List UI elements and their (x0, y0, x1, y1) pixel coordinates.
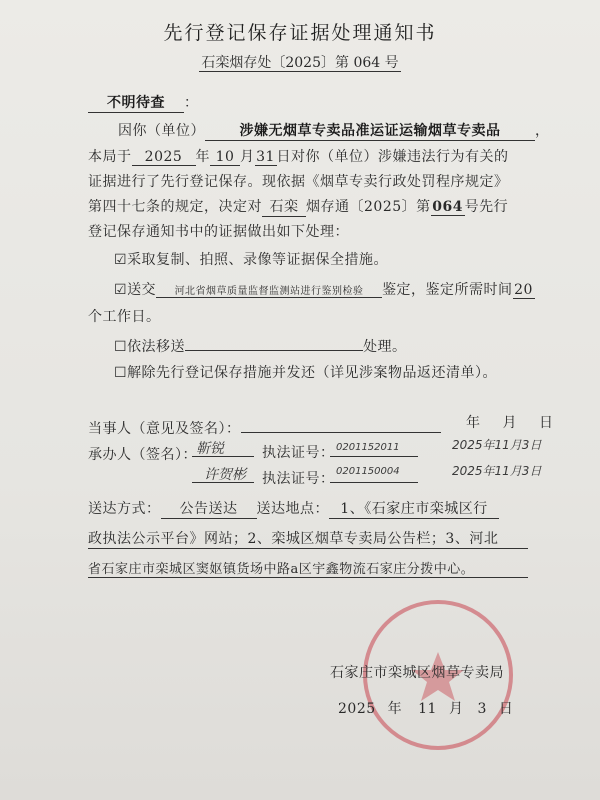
checkbox-checked-icon: ☑ (114, 252, 128, 268)
issue-date (338, 698, 513, 718)
option-2 (114, 279, 535, 299)
handler-date-1: 2025年11月3日 (452, 438, 542, 452)
body-text: 烟存通〔2025〕第 (306, 199, 431, 215)
date-day: 31 (256, 149, 275, 165)
body-text: 号先行 (464, 199, 509, 215)
document-number (0, 52, 600, 72)
handler-signature-1-underline (192, 456, 254, 457)
party-signature-blank (241, 432, 441, 433)
option-2-continued: 个工作日。 (88, 309, 161, 325)
date-month: 10 (210, 149, 240, 166)
option-1 (114, 249, 388, 269)
body-line-3: 证据进行了先行登记保存。现依据《烟草专卖行政处罚程序规定》 (88, 174, 509, 190)
delivery-place-label: 送达地点： (256, 501, 329, 517)
date-label: 年 (466, 415, 481, 431)
cert-number-1-underline (330, 456, 418, 457)
body-text: 第四十七条的规定，决定对 (88, 199, 262, 215)
delivery-place-2: 政执法公示平台》网站；2、栾城区烟草专卖局公告栏；3、河北 (88, 528, 528, 549)
delivery-line-1 (88, 498, 499, 519)
inspection-agency: 河北省烟草质量监督监测站进行鉴别检验 (156, 282, 382, 298)
checkbox-unchecked-icon: ☐ (114, 339, 128, 355)
issue-day: 3 (477, 701, 487, 717)
date-label: 年 (387, 701, 403, 717)
delivery-method-label: 送达方式： (88, 501, 161, 517)
document-title: 先行登记保存证据处理通知书 (163, 22, 437, 44)
body-text: 年 (195, 149, 210, 165)
cert-number-1: 0201152011 (336, 442, 400, 453)
body-line-4 (88, 196, 508, 217)
option-4-text: 解除先行登记保存措施并发还（详见涉案物品返还清单）。 (127, 365, 498, 381)
handler-date-2: 2025年11月3日 (452, 464, 542, 478)
delivery-place-1: 1、《石家庄市栾城区行 (329, 498, 499, 519)
issue-month: 11 (418, 701, 437, 717)
recipient-name: 不明待查 (88, 92, 184, 113)
handler-signature-1: 靳锐 (196, 441, 224, 457)
body-line-5: 登记保存通知书中的证据做出如下处理： (88, 224, 349, 240)
body-text: 月 (240, 149, 255, 165)
issuer-name: 石家庄市栾城区烟草专卖局 (330, 665, 504, 681)
body-line-1 (118, 120, 550, 141)
body-comma: ， (535, 123, 550, 139)
recipient-colon: ： (184, 95, 199, 111)
violation-text: 涉嫌无烟草专卖品准运证运输烟草专卖品 (205, 120, 535, 141)
option-1-text: 采取复制、拍照、录像等证据保全措施。 (127, 252, 389, 268)
party-date (466, 412, 554, 432)
option-2-text: 鉴定，鉴定所需时间 (382, 282, 513, 298)
recipient-line (88, 92, 199, 113)
delivery-method: 公告送达 (161, 498, 257, 519)
date-label: 日 (539, 415, 554, 431)
option-3 (114, 336, 407, 356)
checkbox-unchecked-icon: ☐ (114, 365, 128, 381)
cert-number-2-underline (330, 482, 418, 483)
option-4 (114, 362, 497, 382)
cert-label-1: 执法证号： (262, 445, 335, 461)
option-3-text: 处理。 (363, 339, 407, 355)
date-year: 2025 (132, 149, 196, 166)
transfer-blank (185, 350, 363, 351)
handler-signature-2: 许贺彬 (204, 467, 246, 483)
appraisal-days: 20 (514, 282, 533, 298)
option-2-text: 送交 (127, 282, 157, 298)
cert-label-2: 执法证号： (262, 471, 335, 487)
body-prefix: 因你（单位） (118, 123, 205, 139)
date-label: 月 (448, 701, 464, 717)
issue-year: 2025 (338, 701, 376, 717)
cert-number-2: 0201150004 (336, 466, 400, 477)
option-3-text: 依法移送 (127, 339, 186, 355)
date-label: 月 (502, 415, 517, 431)
delivery-line-2 (88, 528, 528, 549)
handler-label: 承办人（签名）： (88, 447, 197, 463)
party-label: 当事人（意见及签名）： (88, 421, 241, 437)
checkbox-checked-icon: ☑ (114, 282, 128, 298)
notice-number: 064 (432, 199, 463, 215)
body-text: 本局于 (88, 149, 132, 165)
handler-signature-2-underline (192, 482, 254, 483)
delivery-place-3: 省石家庄市栾城区窦妪镇货场中路a区宇鑫物流石家庄分拨中心。 (88, 558, 528, 578)
document-number-text: 石栾烟存处〔2025〕第 064 号 (201, 55, 399, 71)
body-text: 日对你（单位）涉嫌违法行为有关的 (276, 149, 509, 165)
body-line-2 (88, 146, 509, 166)
delivery-line-3 (88, 558, 528, 578)
date-label: 日 (498, 701, 514, 717)
region-name: 石栾 (262, 196, 306, 217)
party-signature-line (88, 418, 441, 438)
